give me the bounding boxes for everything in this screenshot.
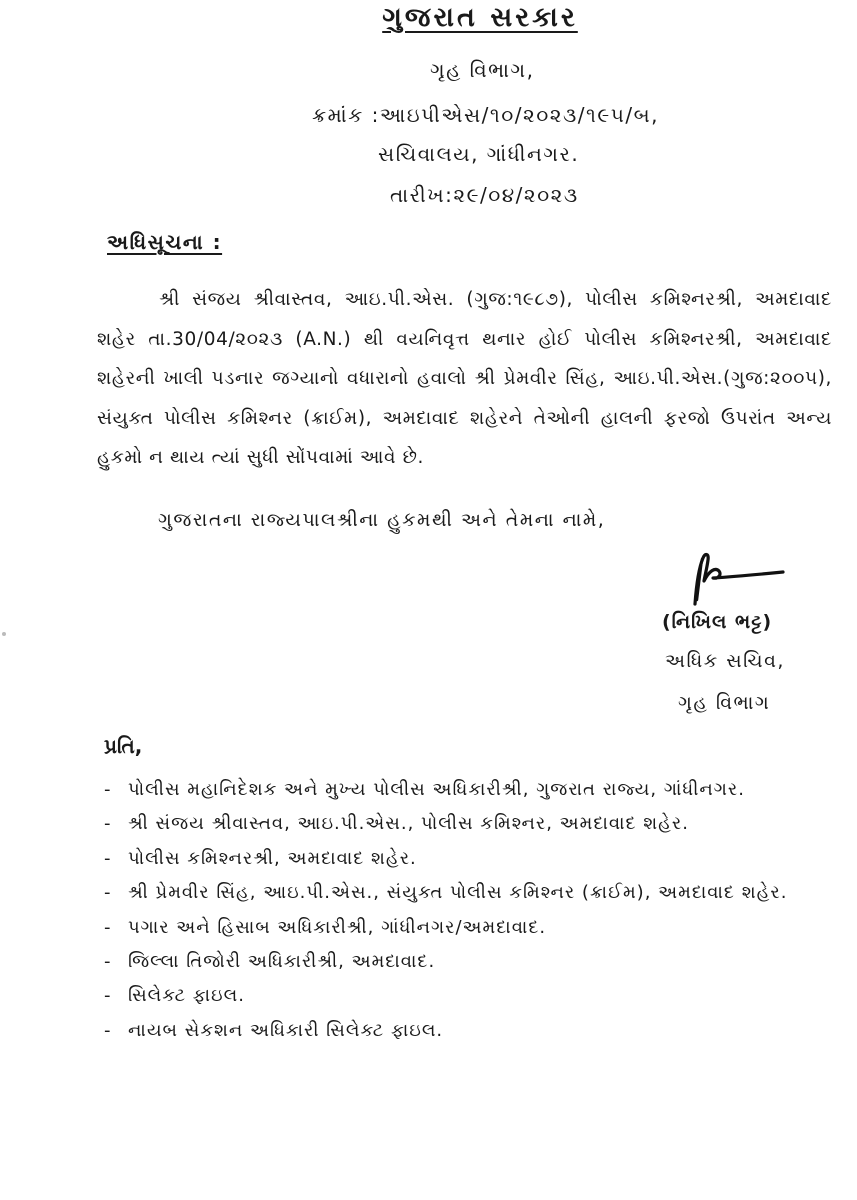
list-dash: - <box>104 779 112 800</box>
list-item-text: પોલીસ કમિશ્નરશ્રી, અમદાવાદ શહેર. <box>128 847 417 869</box>
list-dash: - <box>104 950 112 972</box>
list-dash: - <box>104 916 112 938</box>
list-item <box>104 779 787 813</box>
list-item <box>104 951 787 985</box>
closing-line: ગુજરાતના રાજ્યપાલશ્રીના હુકમથી અને તેમના નામે, <box>158 509 606 531</box>
list-item-text: શ્રી પ્રેમવીર સિંહ, આઇ.પી.એસ., સંયુક્ત પોલીસ કમિશ્નર (ક્રાઈમ), અમદાવાદ શહેર. <box>128 882 788 904</box>
document-title: ગુજરાત સરકાર <box>382 2 578 33</box>
list-item <box>104 917 787 951</box>
signatory-designation: અધિક સચિવ, <box>665 650 785 672</box>
list-item <box>104 882 787 916</box>
list-item <box>104 985 787 1019</box>
header-place: સચિવાલય, ગાંધીનગર. <box>378 142 580 166</box>
list-item <box>104 813 787 847</box>
list-dash: - <box>104 847 112 869</box>
list-item-text: પગાર અને હિસાબ અધિકારીશ્રી, ગાંધીનગર/અમદાવાદ. <box>128 916 547 938</box>
list-dash: - <box>104 813 112 835</box>
list-item <box>104 1020 787 1054</box>
signature-scribble <box>685 548 797 614</box>
distribution-list <box>104 779 787 1054</box>
list-item-text: શ્રી સંજય શ્રીવાસ્તવ, આઇ.પી.એસ., પોલીસ કમિશ્નર, અમદાવાદ શહેર. <box>128 813 689 835</box>
list-dash: - <box>104 1019 112 1041</box>
distribution-heading: પ્રતિ, <box>104 734 143 758</box>
notification-heading: અધિસૂચના : <box>107 230 223 254</box>
order-date: તારીખ:૨૯/૦૪/૨૦૨૩ <box>390 183 579 207</box>
header-department: ગૃહ વિભાગ, <box>430 58 535 82</box>
list-dash: - <box>104 882 112 904</box>
order-number: ક્રમાંક :આઇપીએસ/૧૦/૨૦૨૩/૧૯૫/બ, <box>312 103 659 127</box>
list-item-text: સિલેક્ટ ફાઇલ. <box>128 985 245 1007</box>
signatory-department: ગૃહ વિભાગ <box>678 692 771 714</box>
scan-speck <box>2 632 6 636</box>
notification-body: શ્રી સંજય શ્રીવાસ્તવ, આઇ.પી.એસ. (ગુજ:૧૯૮૭), પોલીસ કમિશ્નરશ્રી, અમદાવાદ શહેર તા.30/04/૨૦૨૩ (A.N.) થી વયનિવૃત્ત થનાર હોઈ પોલીસ કમિશ્નરશ્રી, અમદાવાદ શહેરની ખાલી પડનાર જગ્યાનો વધારાનો હવાલો શ્રી પ્રેમવીર સિંહ, આઇ.પી.એસ.(ગુજ:૨૦૦૫), સંયુક્ત પોલીસ કમિશ્નર (ક્રાઈમ), અમદાવાદ શહેરને તેઓની હાલની ફરજો ઉપરાંત અન્ય હુકમો ન થાય ત્યાં સુધી સોંપવામાં આવે છે. <box>97 289 832 468</box>
list-dash: - <box>104 985 112 1007</box>
signatory-name: (નિખિલ ભટ્ટ) <box>662 611 773 633</box>
list-item-text: નાયબ સેકશન અધિકારી સિલેક્ટ ફાઇલ. <box>128 1019 444 1041</box>
list-item-text: જિલ્લા તિજોરી અધિકારીશ્રી, અમદાવાદ. <box>128 950 436 972</box>
list-item-text: પોલીસ મહાનિદેશક અને મુખ્ય પોલીસ અધિકારીશ્રી, ગુજરાત રાજ્ય, ગાંધીનગર. <box>128 779 745 800</box>
list-item <box>104 848 787 882</box>
